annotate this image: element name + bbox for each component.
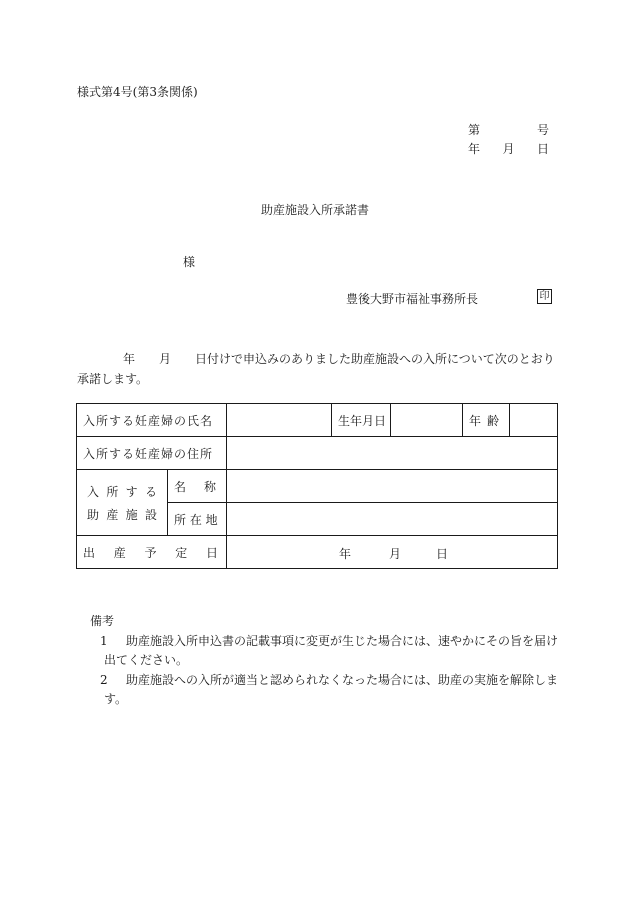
seal-mark: 印 [537, 289, 552, 304]
table-row-facility-name [77, 470, 558, 503]
due-date-value-cell[interactable] [227, 536, 558, 569]
body-year: 年 [123, 352, 136, 366]
table-row-due-date [77, 536, 558, 569]
due-date-year: 年 [339, 547, 352, 561]
name-value-cell[interactable] [227, 404, 332, 437]
table-row-name [77, 404, 558, 437]
info-table [76, 403, 558, 569]
note-item-1: 1 助産施設入所申込書の記載事項に変更が生じた場合には、速やかにその旨を届け 出てください。 [100, 634, 559, 667]
address-label: 入所する妊産婦の住所 [77, 437, 227, 470]
doc-number-prefix: 第 [468, 123, 481, 137]
table-row-address [77, 437, 558, 470]
note-item-2: 2 助産施設への入所が適当と認められなくなった場合には、助産の実施を解除しま す。 [100, 673, 559, 706]
date-month: 月 [502, 142, 515, 156]
addressee-honorific: 様 [183, 255, 196, 269]
issue-date-line [468, 143, 549, 155]
body-line1: 日付けで申込みのありました助産施設への入所について次のとおり [195, 352, 555, 366]
date-day: 日 [536, 142, 549, 156]
facility-name-value-cell[interactable] [227, 470, 558, 503]
date-year: 年 [468, 142, 481, 156]
age-label: 年 齢 [463, 404, 510, 437]
due-date-label: 出 産 予 定 日 [77, 536, 227, 569]
due-date-day: 日 [436, 547, 449, 561]
body-month: 月 [159, 352, 172, 366]
body-line2: 承諾します。 [77, 372, 149, 386]
birth-value-cell[interactable] [391, 404, 463, 437]
facility-location-value-cell[interactable] [227, 503, 558, 536]
document-number-line [468, 124, 549, 136]
doc-number-suffix: 号 [536, 123, 549, 137]
age-value-cell[interactable] [510, 404, 558, 437]
facility-location-label: 所 在 地 [168, 503, 227, 536]
issuer-name: 豊後大野市福祉事務所長 [346, 292, 479, 306]
notes-title: 備考 [90, 614, 115, 628]
birth-label: 生年月日 [332, 404, 391, 437]
facility-label: 入 所 す る 助 産 施 設 [77, 470, 168, 536]
due-date-month: 月 [389, 547, 402, 561]
name-label: 入所する妊産婦の氏名 [77, 404, 227, 437]
address-value-cell[interactable] [227, 437, 558, 470]
body-text [77, 349, 557, 389]
document-title: 助産施設入所承諾書 [260, 203, 369, 217]
form-number: 様式第4号(第3条関係) [77, 85, 198, 99]
facility-name-label: 名 称 [168, 470, 227, 503]
